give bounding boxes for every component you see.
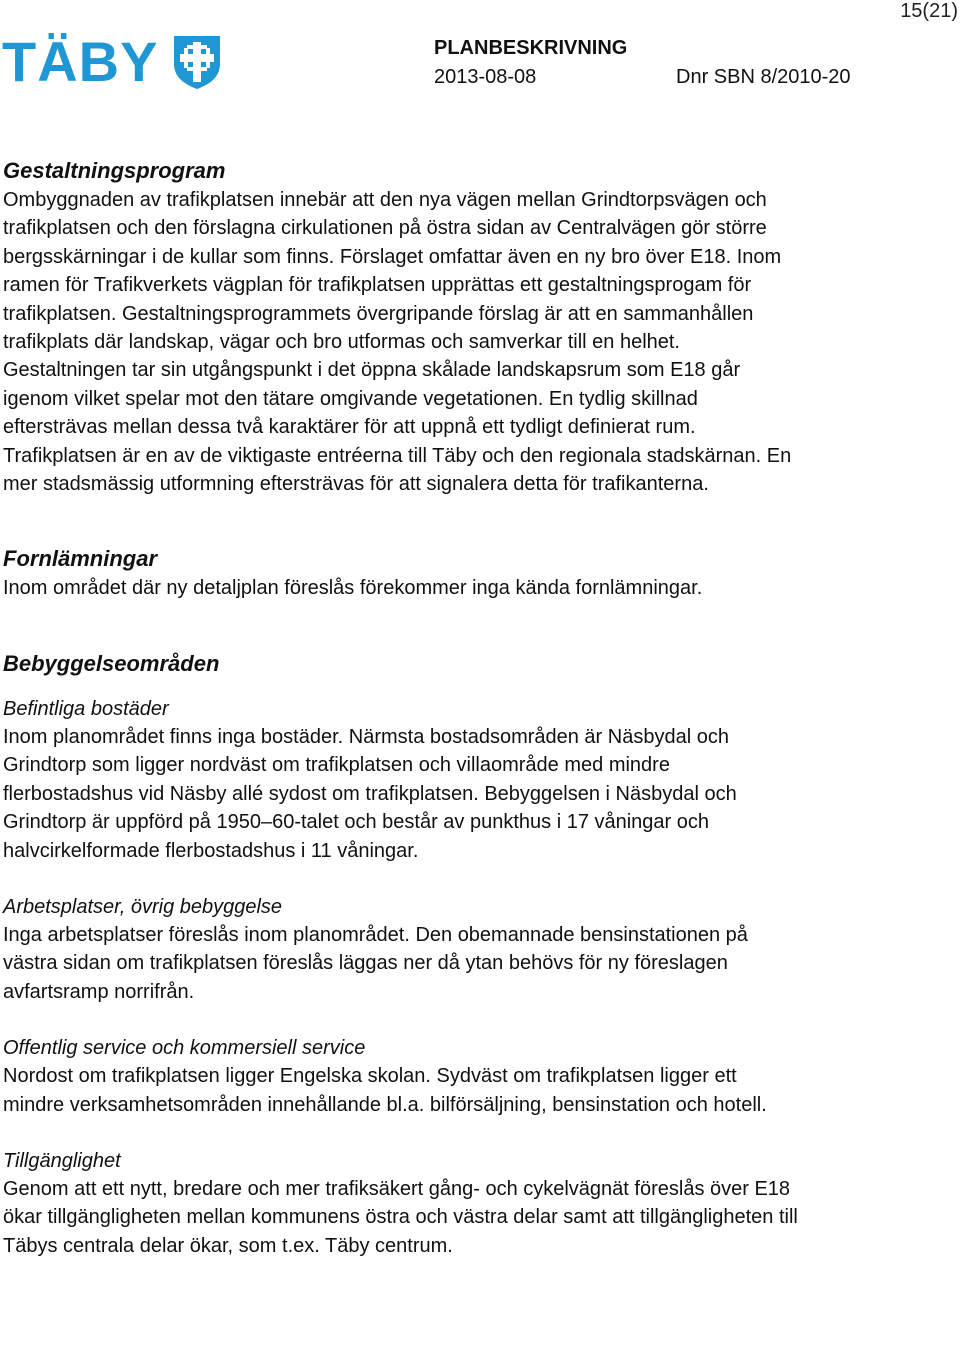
paragraph-tillganglighet: Genom att ett nytt, bredare och mer trafiksäkert gång- och cykelvägnät föreslås över E18 ökar tillgängligheten mellan kommunens östra och västra delar samt att tillgängligheten till Täbys centrala delar ökar, som t.ex. Täby centrum. (3, 1177, 798, 1257)
section-heading-fornlamningar: Fornlämningar (3, 546, 158, 572)
section-heading-bebyggelseomraden: Bebyggelseområden (3, 650, 220, 676)
subheading-arbetsplatser: Arbetsplatser, övrig bebyggelse (3, 895, 283, 918)
section-heading-gestaltningsprogram: Gestaltningsprogram (3, 158, 226, 183)
paragraph-fornlamningar: Inom området där ny detaljplan föreslås förekommer inga kända fornlämningar. (3, 577, 703, 600)
document-reference: Dnr SBN 8/2010-20 (676, 66, 851, 88)
paragraph-befintliga-bostader: Inom planområdet finns inga bostäder. Närmsta bostadsområden är Näsbydal och Grindtorp som ligger nordväst om trafikplatsen och villaområde med mindre flerbostadshus vid Näsby allé sydost om trafikplatsen. Bebyggelsen i Näsbydal och Grindtorp är uppförd på 1950–60-talet och består av punkthus i 17 våningar och halvcirkelformade flerbostadshus i 11 våningar. (3, 725, 737, 862)
logo-wordmark: TÄBY (2, 30, 159, 93)
taby-logo (2, 30, 222, 93)
paragraph-gestaltningsprogram: Ombyggnaden av trafikplatsen innebär att den nya vägen mellan Grindtorpsvägen och trafikplatsen och den förslagna cirkulationen på östra sidan av Centralvägen gör större bergsskärningar i de kullar som finns. Förslaget omfattar även en ny bro över E18. Inom ramen för Trafikverkets vägplan för trafikplatsen upprättas ett gestaltningsprogam för trafikplatsen. Gestaltningsprogrammets övergripande förslag är att en sammanhållen trafikplats där landskap, vägar och bro utformas och samverkar till en helhet. Gestaltningen tar sin utgångspunkt i det öppna skålade landskapsrum som E18 går igenom vilket spelar mot den tätare omgivande vegetationen. En tydlig skillnad eftersträvas mellan dessa två karaktärer för att uppnå ett tydligt definierat rum. Trafikplatsen är en av de viktigaste entréerna till Täby och den regionala stadskärnan. En mer stadsmässig utformning eftersträvas för att signalera detta för trafikanterna. (3, 189, 792, 496)
subheading-tillganglighet: Tillgänglighet (3, 1149, 121, 1172)
document-date: 2013-08-08 (434, 66, 537, 88)
paragraph-offentlig-service: Nordost om trafikplatsen ligger Engelska skolan. Sydväst om trafikplatsen ligger ett mindre verksamhetsområden innehållande bl.a. bilförsäljning, bensinstation och hotell. (3, 1065, 767, 1116)
subheading-offentlig-service: Offentlig service och kommersiell service (3, 1037, 366, 1060)
subheading-befintliga-bostader: Befintliga bostäder (3, 697, 169, 720)
shield-cross-icon (172, 34, 222, 90)
document-type: PLANBESKRIVNING (434, 37, 628, 59)
paragraph-arbetsplatser: Inga arbetsplatser föreslås inom planområdet. Den obemannade bensinstationen på västra sidan om trafikplatsen föreslås läggas ner då ytan behövs för ny föreslagen avfartsramp norrifrån. (3, 923, 748, 1003)
document-body (3, 156, 803, 1260)
page-number: 15(21) (900, 0, 958, 22)
